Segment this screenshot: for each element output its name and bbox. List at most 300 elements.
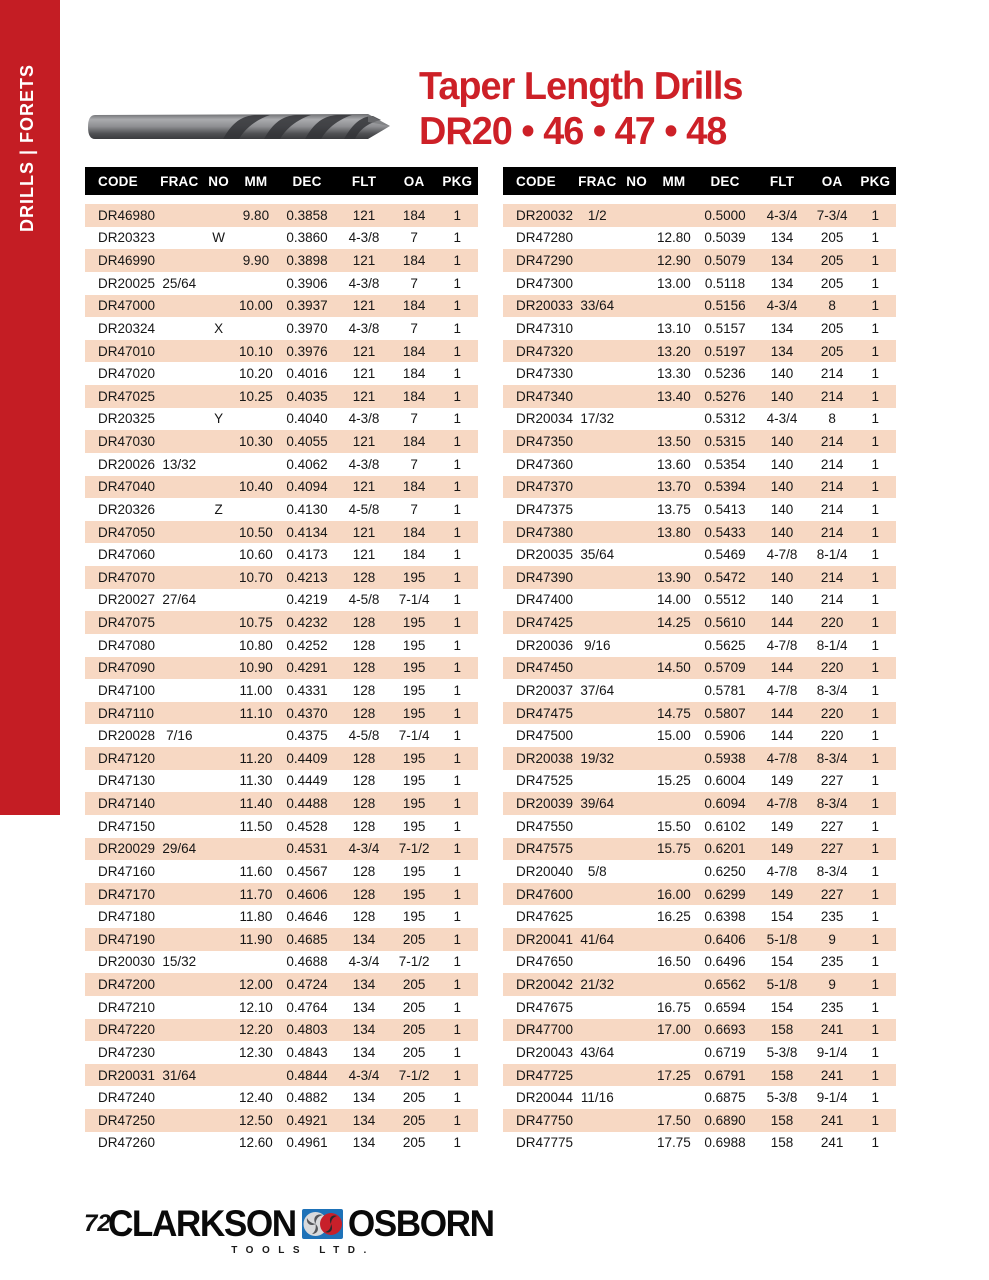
cell-oa: 9-1/4 [816, 1044, 848, 1060]
table-row [85, 1064, 478, 1087]
table-row [85, 770, 478, 793]
cell-pkg: 1 [871, 977, 880, 993]
cell-oa: 8-3/4 [816, 750, 848, 766]
cell-code: DR47010 [98, 343, 156, 359]
cell-pkg: 1 [871, 1067, 880, 1083]
cell-oa: 195 [402, 818, 426, 834]
cell-flt: 144 [770, 728, 794, 744]
table-row [503, 996, 896, 1019]
cell-oa: 184 [402, 547, 426, 563]
cell-pkg: 1 [453, 592, 462, 608]
table-row [85, 815, 478, 838]
cell-code: DR47575 [516, 841, 574, 857]
cell-oa: 205 [402, 1022, 426, 1038]
cell-flt: 144 [770, 705, 794, 721]
table-row [503, 362, 896, 385]
cell-code: DR20026 [98, 456, 156, 472]
cell-dec: 0.3858 [286, 207, 328, 223]
cell-oa: 184 [402, 434, 426, 450]
cell-pkg: 1 [453, 886, 462, 902]
cell-oa: 184 [402, 253, 426, 269]
cell-dec: 0.5781 [704, 682, 746, 698]
cell-oa: 195 [402, 796, 426, 812]
cell-oa: 214 [820, 434, 844, 450]
cell-code: DR47020 [98, 366, 156, 382]
cell-flt: 4-7/8 [766, 863, 798, 879]
cell-oa: 195 [402, 886, 426, 902]
cell-code: DR47150 [98, 818, 156, 834]
cell-dec: 0.4035 [286, 388, 328, 404]
table-row [85, 996, 478, 1019]
cell-flt: 4-5/8 [348, 728, 380, 744]
cell-flt: 158 [770, 1022, 794, 1038]
cell-mm: 13.40 [657, 388, 691, 404]
cell-mm: 16.25 [657, 909, 691, 925]
cell-mm: 16.75 [657, 999, 691, 1015]
cell-dec: 0.6594 [704, 999, 746, 1015]
cell-pkg: 1 [871, 637, 880, 653]
cell-dec: 0.5625 [704, 637, 746, 653]
cell-mm: 10.30 [239, 434, 273, 450]
cell-flt: 121 [352, 434, 376, 450]
cell-mm: 13.90 [657, 569, 691, 585]
cell-dec: 0.4724 [286, 977, 328, 993]
cell-flt: 4-3/4 [766, 411, 798, 427]
cell-code: DR47775 [516, 1135, 574, 1151]
cell-code: DR47370 [516, 479, 574, 495]
table-row [503, 951, 896, 974]
cell-code: DR47300 [516, 275, 574, 291]
brand-emblem-icon [302, 1209, 343, 1239]
table-body-left [85, 204, 478, 1154]
cell-code: DR47040 [98, 479, 156, 495]
cell-dec: 0.6719 [704, 1044, 746, 1060]
cell-code: DR47650 [516, 954, 574, 970]
cell-code: DR47090 [98, 660, 156, 676]
cell-flt: 128 [352, 705, 376, 721]
cell-mm: 14.25 [657, 615, 691, 631]
cell-pkg: 1 [453, 479, 462, 495]
cell-flt: 121 [352, 298, 376, 314]
table-row [503, 272, 896, 295]
cell-dec: 0.4961 [286, 1135, 328, 1151]
cell-pkg: 1 [453, 298, 462, 314]
cell-oa: 205 [402, 1135, 426, 1151]
cell-pkg: 1 [871, 479, 880, 495]
cell-mm: 13.70 [657, 479, 691, 495]
cell-code: DR47725 [516, 1067, 574, 1083]
cell-code: DR47030 [98, 434, 156, 450]
cell-dec: 0.5354 [704, 456, 746, 472]
cell-dec: 0.4134 [286, 524, 328, 540]
cell-code: DR20324 [98, 320, 156, 336]
cell-oa: 8 [828, 411, 836, 427]
cell-pkg: 1 [453, 750, 462, 766]
cell-code: DR20029 [98, 841, 156, 857]
table-row [85, 860, 478, 883]
cell-pkg: 1 [871, 773, 880, 789]
drill-table-left [85, 167, 478, 1154]
cell-mm: 17.00 [657, 1022, 691, 1038]
cell-code: DR47350 [516, 434, 574, 450]
cell-flt: 128 [352, 818, 376, 834]
cell-pkg: 1 [871, 728, 880, 744]
cell-flt: 4-3/8 [348, 320, 380, 336]
cell-dec: 0.3976 [286, 343, 328, 359]
cell-code: DR47700 [516, 1022, 574, 1038]
cell-pkg: 1 [871, 547, 880, 563]
cell-flt: 128 [352, 615, 376, 631]
cell-oa: 9-1/4 [816, 1090, 848, 1106]
table-row [85, 227, 478, 250]
cell-mm: 11.90 [239, 931, 273, 947]
cell-pkg: 1 [453, 931, 462, 947]
cell-pkg: 1 [453, 320, 462, 336]
cell-pkg: 1 [453, 615, 462, 631]
cell-oa: 205 [402, 931, 426, 947]
cell-dec: 0.4219 [286, 592, 328, 608]
cell-mm: 10.50 [239, 524, 273, 540]
table-row [85, 928, 478, 951]
cell-mm: 11.00 [239, 682, 273, 698]
cell-flt: 4-3/4 [766, 298, 798, 314]
brand-logo [107, 1203, 494, 1256]
table-body-right [503, 204, 896, 1154]
cell-no: W [212, 230, 225, 246]
cell-mm: 16.00 [657, 886, 691, 902]
cell-code: DR47360 [516, 456, 574, 472]
cell-dec: 0.6875 [704, 1090, 746, 1106]
cell-flt: 5-1/8 [766, 977, 798, 993]
cell-pkg: 1 [453, 388, 462, 404]
cell-dec: 0.4055 [286, 434, 328, 450]
table-row [503, 1019, 896, 1042]
cell-mm: 13.80 [657, 524, 691, 540]
table-row [85, 1086, 478, 1109]
cell-pkg: 1 [871, 1135, 880, 1151]
cell-flt: 121 [352, 366, 376, 382]
table-row [85, 589, 478, 612]
drill-table-right [503, 167, 896, 1154]
cell-no: Z [214, 501, 223, 517]
cell-flt: 158 [770, 1067, 794, 1083]
cell-pkg: 1 [871, 615, 880, 631]
cell-dec: 0.4688 [286, 954, 328, 970]
cell-oa: 184 [402, 524, 426, 540]
cell-mm: 12.40 [239, 1090, 273, 1106]
table-row [503, 430, 896, 453]
cell-flt: 5-3/8 [766, 1044, 798, 1060]
column-header-oa: OA [821, 173, 843, 189]
cell-pkg: 1 [453, 637, 462, 653]
cell-oa: 7-1/2 [398, 841, 430, 857]
cell-frac: 35/64 [580, 547, 615, 563]
cell-frac: 13/32 [162, 456, 197, 472]
cell-dec: 0.5315 [704, 434, 746, 450]
table-row [503, 204, 896, 227]
cell-frac: 21/32 [580, 977, 615, 993]
cell-pkg: 1 [453, 728, 462, 744]
cell-code: DR20036 [516, 637, 574, 653]
cell-code: DR47375 [516, 501, 574, 517]
cell-dec: 0.5156 [704, 298, 746, 314]
cell-oa: 241 [820, 1135, 844, 1151]
cell-mm: 11.70 [239, 886, 273, 902]
cell-no: Y [214, 411, 224, 427]
cell-flt: 154 [770, 954, 794, 970]
cell-mm: 11.20 [239, 750, 273, 766]
table-row [85, 792, 478, 815]
cell-code: DR47160 [98, 863, 156, 879]
cell-flt: 5-3/8 [766, 1090, 798, 1106]
cell-dec: 0.4882 [286, 1090, 328, 1106]
cell-oa: 214 [820, 592, 844, 608]
table-row [503, 1041, 896, 1064]
cell-frac: 19/32 [580, 750, 615, 766]
brand-word-osborn: OSBORN [347, 1203, 494, 1244]
cell-code: DR47450 [516, 660, 574, 676]
cell-code: DR47120 [98, 750, 156, 766]
cell-oa: 8 [828, 298, 836, 314]
table-row [503, 883, 896, 906]
cell-code: DR20043 [516, 1044, 574, 1060]
cell-oa: 214 [820, 456, 844, 472]
cell-frac: 31/64 [162, 1067, 197, 1083]
cell-pkg: 1 [453, 773, 462, 789]
cell-flt: 134 [352, 1044, 376, 1060]
table-row [85, 838, 478, 861]
cell-flt: 4-5/8 [348, 592, 380, 608]
cell-pkg: 1 [453, 569, 462, 585]
table-row [503, 973, 896, 996]
cell-mm: 13.75 [657, 501, 691, 517]
cell-dec: 0.3898 [286, 253, 328, 269]
cell-dec: 0.5312 [704, 411, 746, 427]
cell-code: DR47290 [516, 253, 574, 269]
cell-oa: 205 [820, 343, 844, 359]
sidebar [0, 0, 60, 815]
cell-oa: 8-1/4 [816, 547, 848, 563]
cell-mm: 13.20 [657, 343, 691, 359]
cell-dec: 0.5394 [704, 479, 746, 495]
cell-oa: 214 [820, 366, 844, 382]
cell-code: DR20040 [516, 863, 574, 879]
cell-pkg: 1 [871, 931, 880, 947]
cell-flt: 4-3/4 [348, 841, 380, 857]
cell-code: DR20035 [516, 547, 574, 563]
table-row [85, 566, 478, 589]
cell-mm: 10.40 [239, 479, 273, 495]
cell-flt: 128 [352, 750, 376, 766]
cell-dec: 0.4016 [286, 366, 328, 382]
table-row [85, 498, 478, 521]
cell-mm: 13.00 [657, 275, 691, 291]
table-row [503, 724, 896, 747]
cell-dec: 0.6398 [704, 909, 746, 925]
cell-code: DR47170 [98, 886, 156, 902]
cell-flt: 140 [770, 388, 794, 404]
cell-flt: 140 [770, 524, 794, 540]
cell-flt: 134 [770, 343, 794, 359]
cell-oa: 205 [402, 1112, 426, 1128]
cell-dec: 0.4213 [286, 569, 328, 585]
cell-frac: 17/32 [580, 411, 615, 427]
cell-mm: 12.00 [239, 977, 273, 993]
cell-pkg: 1 [871, 592, 880, 608]
table-row [503, 498, 896, 521]
table-header-left [85, 167, 478, 195]
cell-pkg: 1 [871, 501, 880, 517]
cell-flt: 134 [352, 999, 376, 1015]
cell-pkg: 1 [871, 999, 880, 1015]
page-title-line1: Taper Length Drills [419, 65, 743, 108]
cell-mm: 10.75 [239, 615, 273, 631]
cell-dec: 0.4094 [286, 479, 328, 495]
cell-flt: 154 [770, 999, 794, 1015]
table-row [503, 317, 896, 340]
cell-pkg: 1 [453, 909, 462, 925]
cell-mm: 14.00 [657, 592, 691, 608]
cell-mm: 9.90 [242, 253, 270, 269]
cell-flt: 149 [770, 773, 794, 789]
cell-frac: 15/32 [162, 954, 197, 970]
cell-mm: 11.10 [239, 705, 273, 721]
table-row [503, 566, 896, 589]
cell-dec: 0.6988 [704, 1135, 746, 1151]
cell-pkg: 1 [453, 1112, 462, 1128]
table-row [503, 1086, 896, 1109]
cell-oa: 235 [820, 909, 844, 925]
cell-flt: 128 [352, 796, 376, 812]
cell-pkg: 1 [453, 705, 462, 721]
cell-code: DR47625 [516, 909, 574, 925]
cell-frac: 1/2 [587, 207, 607, 223]
cell-mm: 13.10 [657, 320, 691, 336]
cell-dec: 0.6496 [704, 954, 746, 970]
table-row [85, 657, 478, 680]
cell-flt: 4-7/8 [766, 750, 798, 766]
cell-dec: 0.5236 [704, 366, 746, 382]
cell-flt: 128 [352, 886, 376, 902]
cell-mm: 10.25 [239, 388, 273, 404]
cell-oa: 8-3/4 [816, 863, 848, 879]
cell-code: DR47380 [516, 524, 574, 540]
cell-flt: 149 [770, 886, 794, 902]
cell-oa: 205 [402, 977, 426, 993]
cell-pkg: 1 [871, 841, 880, 857]
cell-oa: 227 [820, 818, 844, 834]
cell-flt: 134 [352, 1135, 376, 1151]
cell-dec: 0.3970 [286, 320, 328, 336]
cell-mm: 15.00 [657, 728, 691, 744]
cell-pkg: 1 [453, 1044, 462, 1060]
cell-code: DR47400 [516, 592, 574, 608]
cell-oa: 184 [402, 479, 426, 495]
sidebar-section-label: DRILLS | FORETS [17, 63, 37, 232]
table-row [85, 340, 478, 363]
cell-code: DR20030 [98, 954, 156, 970]
table-row [85, 249, 478, 272]
cell-code: DR47475 [516, 705, 574, 721]
table-row [85, 295, 478, 318]
table-row [503, 1109, 896, 1132]
cell-oa: 184 [402, 298, 426, 314]
table-row [503, 543, 896, 566]
table-row [85, 430, 478, 453]
cell-dec: 0.5079 [704, 253, 746, 269]
cell-flt: 134 [352, 1022, 376, 1038]
cell-pkg: 1 [871, 660, 880, 676]
cell-code: DR20027 [98, 592, 156, 608]
cell-pkg: 1 [453, 841, 462, 857]
cell-flt: 144 [770, 660, 794, 676]
cell-code: DR20032 [516, 207, 574, 223]
cell-flt: 134 [352, 1112, 376, 1128]
cell-oa: 205 [820, 320, 844, 336]
cell-dec: 0.4843 [286, 1044, 328, 1060]
cell-flt: 140 [770, 592, 794, 608]
column-header-code: CODE [516, 173, 556, 189]
table-row [503, 295, 896, 318]
cell-pkg: 1 [453, 434, 462, 450]
cell-frac: 29/64 [162, 841, 197, 857]
table-row [503, 679, 896, 702]
cell-code: DR47050 [98, 524, 156, 540]
brand-logo-row [107, 1203, 494, 1245]
cell-oa: 195 [402, 569, 426, 585]
cell-flt: 4-3/4 [348, 1067, 380, 1083]
cell-code: DR47550 [516, 818, 574, 834]
cell-flt: 4-7/8 [766, 682, 798, 698]
cell-code: DR47240 [98, 1090, 156, 1106]
column-header-mm: MM [244, 173, 268, 189]
cell-frac: 9/16 [584, 637, 611, 653]
cell-dec: 0.5610 [704, 615, 746, 631]
cell-flt: 158 [770, 1112, 794, 1128]
cell-pkg: 1 [871, 1044, 880, 1060]
table-row [85, 362, 478, 385]
cell-pkg: 1 [453, 411, 462, 427]
cell-dec: 0.5472 [704, 569, 746, 585]
cell-flt: 128 [352, 863, 376, 879]
cell-dec: 0.4646 [286, 909, 328, 925]
cell-code: DR20034 [516, 411, 574, 427]
cell-dec: 0.4370 [286, 705, 328, 721]
table-row [503, 815, 896, 838]
cell-oa: 241 [820, 1067, 844, 1083]
cell-code: DR47390 [516, 569, 574, 585]
cell-oa: 241 [820, 1112, 844, 1128]
cell-pkg: 1 [871, 298, 880, 314]
cell-mm: 15.75 [657, 841, 691, 857]
cell-dec: 0.4803 [286, 1022, 328, 1038]
page-title [419, 64, 753, 154]
cell-pkg: 1 [871, 207, 880, 223]
cell-mm: 11.80 [239, 909, 273, 925]
cell-flt: 134 [770, 253, 794, 269]
cell-mm: 14.75 [657, 705, 691, 721]
cell-frac: 33/64 [580, 298, 615, 314]
table-row [85, 1109, 478, 1132]
table-row [503, 928, 896, 951]
table-row [85, 204, 478, 227]
table-row [85, 724, 478, 747]
table-row [503, 453, 896, 476]
cell-dec: 0.5469 [704, 547, 746, 563]
cell-flt: 4-3/4 [766, 207, 798, 223]
cell-frac: 39/64 [580, 796, 615, 812]
column-header-flt: FLT [351, 173, 377, 189]
